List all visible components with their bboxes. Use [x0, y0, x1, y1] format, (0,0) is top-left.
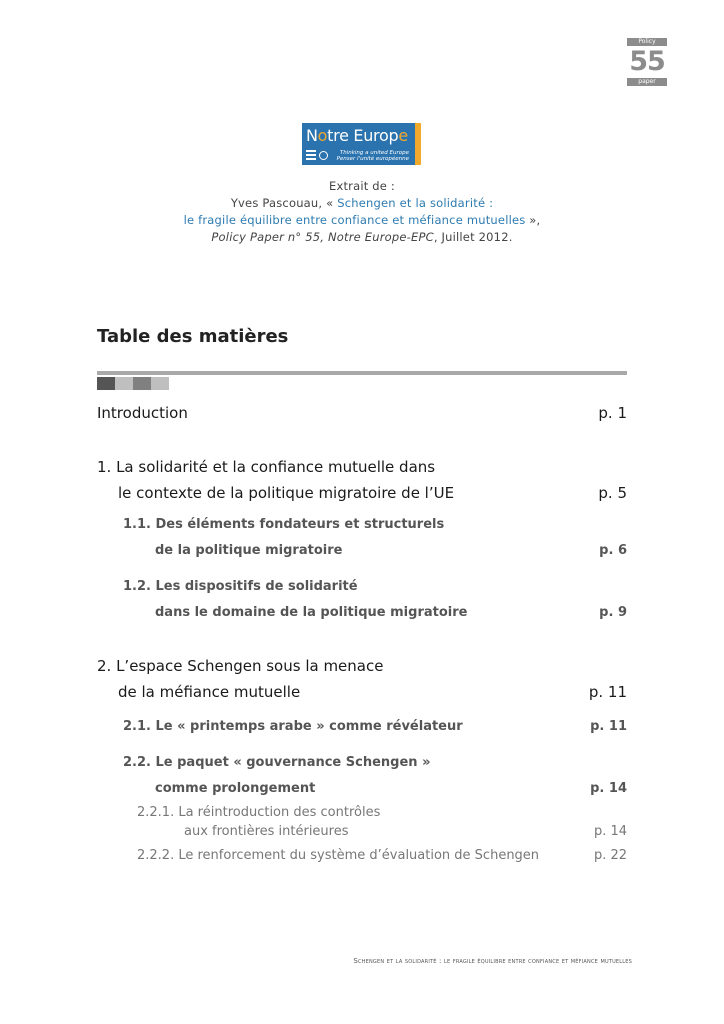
toc-decor-square — [115, 377, 133, 390]
badge-number: 55 — [629, 46, 665, 77]
logo-name: Notre Europe — [306, 126, 408, 145]
toc-page-number: p. 11 — [590, 719, 627, 734]
logo-lines-icon — [306, 150, 316, 160]
extract-publication-line: Policy Paper n° 55, Notre Europe-EPC, Juillet 2012. — [211, 230, 513, 244]
toc-entry-section-2[interactable]: 2. L’espace Schengen sous la menace de la méfiance mutuelle p. 11 — [97, 657, 627, 701]
toc-entry-section-2-2[interactable]: 2.2. Le paquet « gouvernance Schengen » comme prolongement p. 14 — [123, 755, 627, 796]
extract-title-link-2[interactable]: le fragile équilibre entre confiance et méfiance mutuelles — [183, 213, 526, 227]
extract-title-line: le fragile équilibre entre confiance et méfiance mutuelles », — [183, 213, 541, 227]
toc-entry-section-2-1[interactable]: 2.1. Le « printemps arabe » comme révélateur p. 11 — [123, 719, 627, 734]
policy-paper-badge — [627, 38, 667, 86]
logo-tagline-fr: Penser l'unité européenne — [336, 156, 409, 162]
toc-page-number: p. 9 — [599, 605, 627, 620]
toc-decor-square — [97, 377, 115, 390]
logo-circle-icon — [319, 151, 328, 160]
toc-entry-section-1-1[interactable]: 1.1. Des éléments fondateurs et structurels de la politique migratoire p. 6 — [123, 517, 627, 558]
toc-entry-section-2-2-1[interactable]: 2.2.1. La réintroduction des contrôles aux frontières intérieures p. 14 — [137, 805, 627, 839]
toc-page-number: p. 6 — [599, 543, 627, 558]
toc-page-number: p. 14 — [593, 824, 627, 839]
toc-title: Table des matières — [97, 326, 289, 347]
toc-entry-introduction[interactable]: Introduction p. 1 — [97, 404, 627, 422]
logo-tagline-en: Thinking a united Europe — [339, 150, 409, 156]
toc-entry-section-2-2-2[interactable]: 2.2.2. Le renforcement du système d’évaluation de Schengen p. 22 — [137, 848, 627, 863]
badge-bottom-label: paper — [627, 78, 667, 86]
toc-page-number: p. 11 — [588, 683, 627, 701]
extract-author-line: Yves Pascouau, « Schengen et la solidarité : — [230, 196, 494, 210]
running-footer: Schengen et la solidarité : le fragile équilibre entre confiance et méfiance mutuelles — [353, 957, 632, 965]
toc-page-number: p. 1 — [598, 404, 627, 422]
toc-divider — [97, 371, 627, 375]
extract-title-link-1[interactable]: Schengen et la solidarité : — [337, 196, 494, 210]
toc-decor-square — [133, 377, 151, 390]
toc-entry-section-1[interactable]: 1. La solidarité et la confiance mutuelle dans le contexte de la politique migratoire de l’UE p. 5 — [97, 458, 627, 502]
toc-decor-square — [151, 377, 169, 390]
toc-entry-section-1-2[interactable]: 1.2. Les dispositifs de solidarité dans le domaine de la politique migratoire p. 9 — [123, 579, 627, 620]
toc-page-number: p. 5 — [598, 484, 627, 502]
extract-label: Extrait de : — [328, 179, 396, 193]
toc-page-number: p. 14 — [590, 781, 627, 796]
notre-europe-logo — [302, 123, 421, 165]
toc-page-number: p. 22 — [593, 848, 627, 863]
badge-top-label: Policy — [627, 38, 667, 46]
